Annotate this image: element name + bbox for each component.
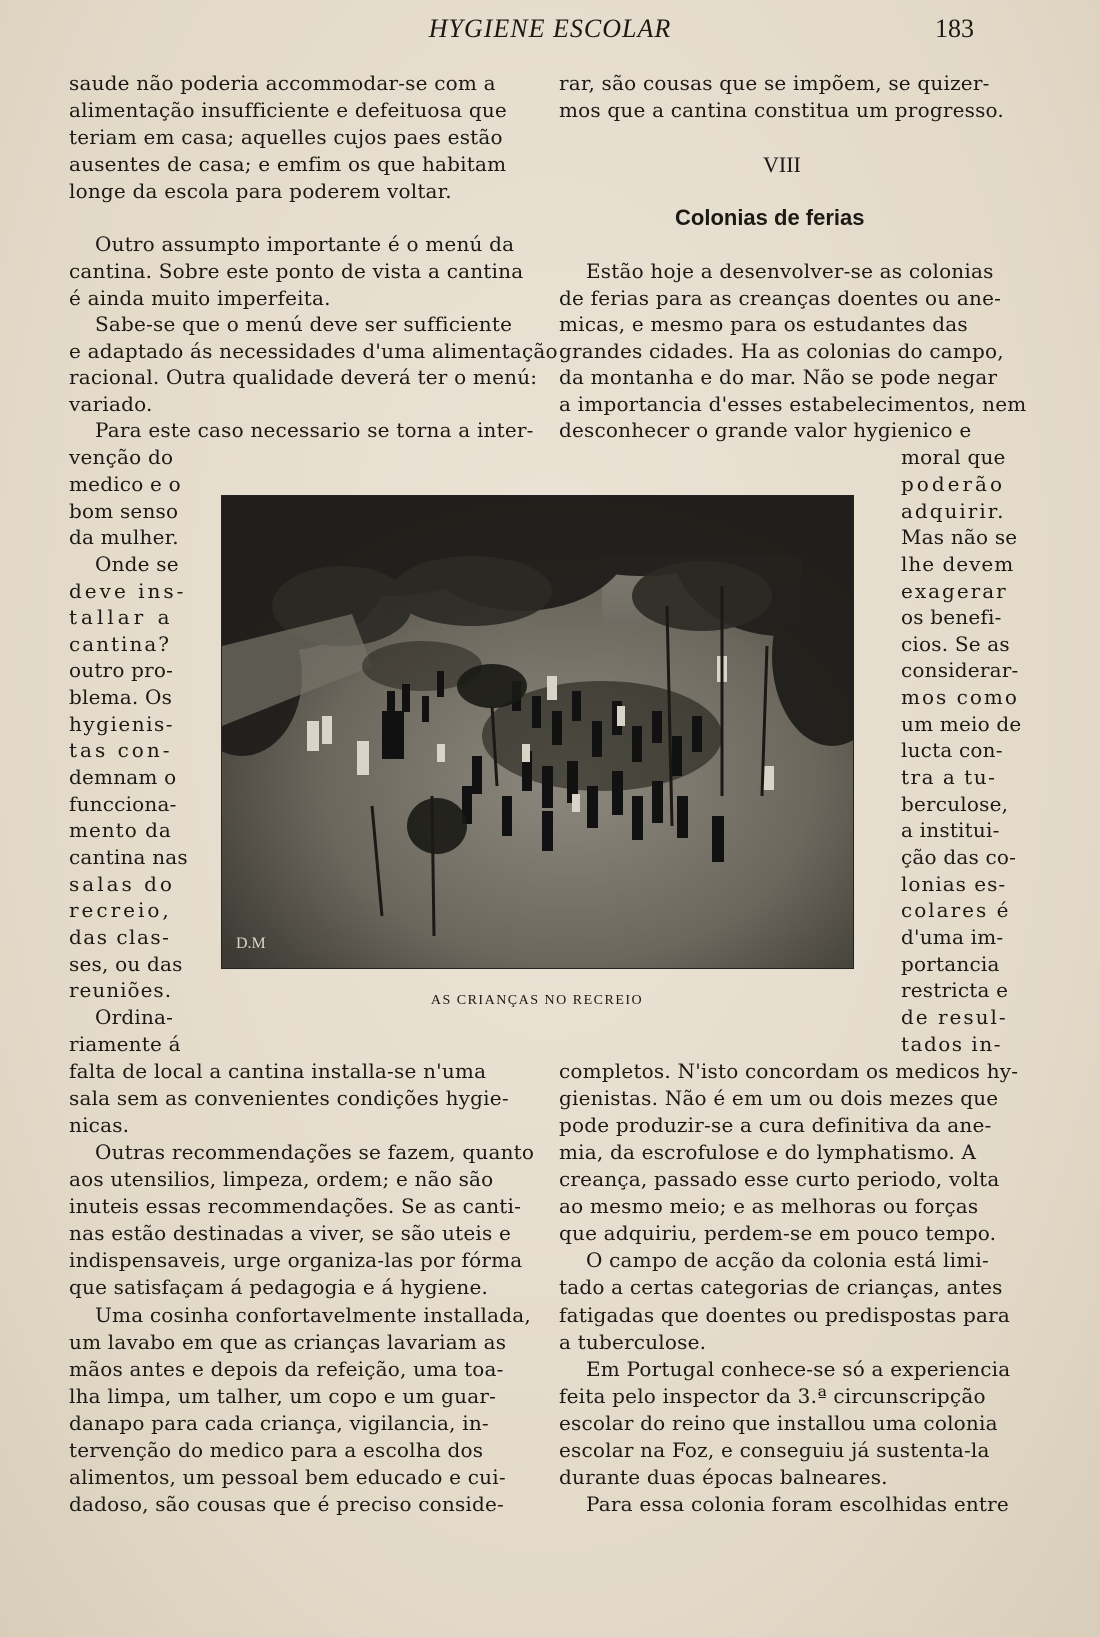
right-line: rar, são cousas que se impõem, se quizer- (559, 71, 990, 95)
left-line: é ainda muito imperfeita. (69, 286, 331, 310)
left-line: bom senso (69, 499, 179, 523)
right-line: tado a certas categorias de crianças, antes (559, 1275, 1003, 1299)
left-line: Outro assumpto importante é o menú da (95, 232, 515, 256)
left-line: tallar a (69, 605, 174, 629)
right-line: restricta e (901, 978, 1009, 1002)
left-line: recreio, (69, 898, 172, 922)
right-line: cios. Se as (901, 632, 1010, 656)
left-line: tas con- (69, 738, 173, 762)
right-line: moral que (901, 445, 1006, 469)
left-line: lha limpa, um talher, um copo e um guar- (69, 1384, 497, 1408)
left-line: cantina nas (69, 845, 188, 869)
left-line: e adaptado ás necessidades d'uma alimentação (69, 339, 558, 363)
left-line: Onde se (95, 552, 179, 576)
right-line: feita pelo inspector da 3.ª circunscripção (559, 1384, 986, 1408)
left-line: cantina? (69, 632, 171, 656)
left-line: alimentação insufficiente e defeituosa que (69, 98, 507, 122)
right-line: portancia (901, 952, 1000, 976)
left-line: inuteis essas recommendações. Se as canti- (69, 1194, 522, 1218)
left-line: tervenção do medico para a escolha dos (69, 1438, 484, 1462)
left-line: cantina. Sobre este ponto de vista a cantina (69, 259, 524, 283)
right-line: lucta con- (901, 738, 1003, 762)
left-line: dadoso, são cousas que é preciso conside- (69, 1492, 505, 1516)
left-line: Para este caso necessario se torna a inter- (95, 418, 534, 442)
left-line: ses, ou das (69, 952, 183, 976)
left-line: racional. Outra qualidade deverá ter o menú: (69, 365, 538, 389)
right-line: ção das co- (901, 845, 1017, 869)
left-line: Uma cosinha confortavelmente installada, (95, 1303, 531, 1327)
right-line: ao mesmo meio; e as melhoras ou forças (559, 1194, 979, 1218)
right-line: considerar- (901, 658, 1019, 682)
right-line: O campo de acção da colonia está limi- (586, 1248, 989, 1272)
right-line: Mas não se (901, 525, 1018, 549)
left-line: alimentos, um pessoal bem educado e cui- (69, 1465, 506, 1489)
right-line: poderão (901, 472, 1006, 496)
left-line: reuniões. (69, 978, 173, 1002)
left-line: hygienis- (69, 712, 175, 736)
figure-caption: AS CRIANÇAS NO RECREIO (430, 993, 644, 1008)
right-line: os benefi- (901, 605, 1002, 629)
right-line: a importancia d'esses estabelecimentos, nem (559, 392, 1027, 416)
left-line: riamente á (69, 1032, 181, 1056)
right-line: micas, e mesmo para os estudantes das (559, 312, 968, 336)
right-line: exagerar (901, 579, 1008, 603)
left-line: falta de local a cantina installa-se n'uma (69, 1059, 487, 1083)
left-line: demnam o (69, 765, 177, 789)
right-line: um meio de (901, 712, 1022, 736)
right-line: mos que a cantina constitua um progresso. (559, 98, 1004, 122)
right-line: lhe devem (901, 552, 1015, 576)
right-line: adquirir. (901, 499, 1006, 523)
left-line: salas do (69, 872, 175, 896)
left-line: mento da (69, 818, 172, 842)
left-line: sala sem as convenientes condições hygie- (69, 1086, 509, 1110)
right-line: tados in- (901, 1032, 1002, 1056)
left-line: saude não poderia accommodar-se com a (69, 71, 496, 95)
page-number: 183 (935, 14, 974, 43)
left-line: aos utensilios, limpeza, ordem; e não são (69, 1167, 494, 1191)
right-line: escolar na Foz, e conseguiu já sustenta-la (559, 1438, 990, 1462)
left-line: da mulher. (69, 525, 179, 549)
left-line: variado. (69, 392, 153, 416)
schoolyard-photo (221, 495, 854, 969)
section-number: VIII (763, 152, 801, 177)
right-line: grandes cidades. Ha as colonias do campo, (559, 339, 1004, 363)
left-line: das clas- (69, 925, 171, 949)
left-line: indispensaveis, urge organiza-las por fórma (69, 1248, 523, 1272)
right-line: Em Portugal conhece-se só a experiencia (586, 1357, 1011, 1381)
right-line: berculose, (901, 792, 1009, 816)
left-line: outro pro- (69, 658, 174, 682)
right-line: Para essa colonia foram escolhidas entre (586, 1492, 1009, 1516)
left-line: que satisfaçam á pedagogia e á hygiene. (69, 1275, 489, 1299)
right-line: a institui- (901, 818, 1000, 842)
left-line: longe da escola para poderem voltar. (69, 179, 452, 203)
photo-signature: D.M (236, 935, 266, 952)
right-line: da montanha e do mar. Não se pode negar (559, 365, 998, 389)
left-line: mãos antes e depois da refeição, uma toa- (69, 1357, 504, 1381)
right-line: colares é (901, 898, 1011, 922)
left-line: danapo para cada criança, vigilancia, in- (69, 1411, 489, 1435)
right-line: fatigadas que doentes ou predispostas para (559, 1303, 1011, 1327)
right-line: lonias es- (901, 872, 1007, 896)
left-line: blema. Os (69, 685, 173, 709)
right-line: mos como (901, 685, 1019, 709)
left-line: medico e o (69, 472, 181, 496)
left-line: funcciona- (69, 792, 177, 816)
right-line: d'uma im- (901, 925, 1004, 949)
right-line: a tuberculose. (559, 1330, 707, 1354)
left-line: ausentes de casa; e emfim os que habitam (69, 152, 507, 176)
right-line: de ferias para as creanças doentes ou ane- (559, 286, 1002, 310)
left-line: Outras recommendações se fazem, quanto (95, 1140, 535, 1164)
left-line: um lavabo em que as crianças lavariam as (69, 1330, 507, 1354)
right-line: gienistas. Não é em um ou dois mezes que (559, 1086, 999, 1110)
right-line: durante duas épocas balneares. (559, 1465, 888, 1489)
right-line: Estão hoje a desenvolver-se as colonias (586, 259, 994, 283)
left-line: nas estão destinadas a viver, se são uteis e (69, 1221, 512, 1245)
right-line: completos. N'isto concordam os medicos hy- (559, 1059, 1019, 1083)
left-line: Ordina- (95, 1005, 174, 1029)
right-line: creança, passado esse curto periodo, volta (559, 1167, 1000, 1191)
left-line: teriam em casa; aquelles cujos paes estão (69, 125, 503, 149)
running-title: HYGIENE ESCOLAR (428, 14, 672, 43)
right-line: desconhecer o grande valor hygienico e (559, 418, 972, 442)
right-line: mia, da escrofulose e do lymphatismo. A (559, 1140, 977, 1164)
right-line: tra a tu- (901, 765, 997, 789)
section-title: Colonias de ferias (675, 205, 865, 230)
left-line: deve ins- (69, 579, 187, 603)
right-line: pode produzir-se a cura definitiva da ane- (559, 1113, 992, 1137)
photo-illustration (222, 496, 853, 968)
left-line: venção do (69, 445, 174, 469)
left-line: nicas. (69, 1113, 130, 1137)
right-line: escolar do reino que installou uma colonia (559, 1411, 998, 1435)
right-line: de resul- (901, 1005, 1008, 1029)
right-line: que adquiriu, perdem-se em pouco tempo. (559, 1221, 997, 1245)
left-line: Sabe-se que o menú deve ser sufficiente (95, 312, 513, 336)
